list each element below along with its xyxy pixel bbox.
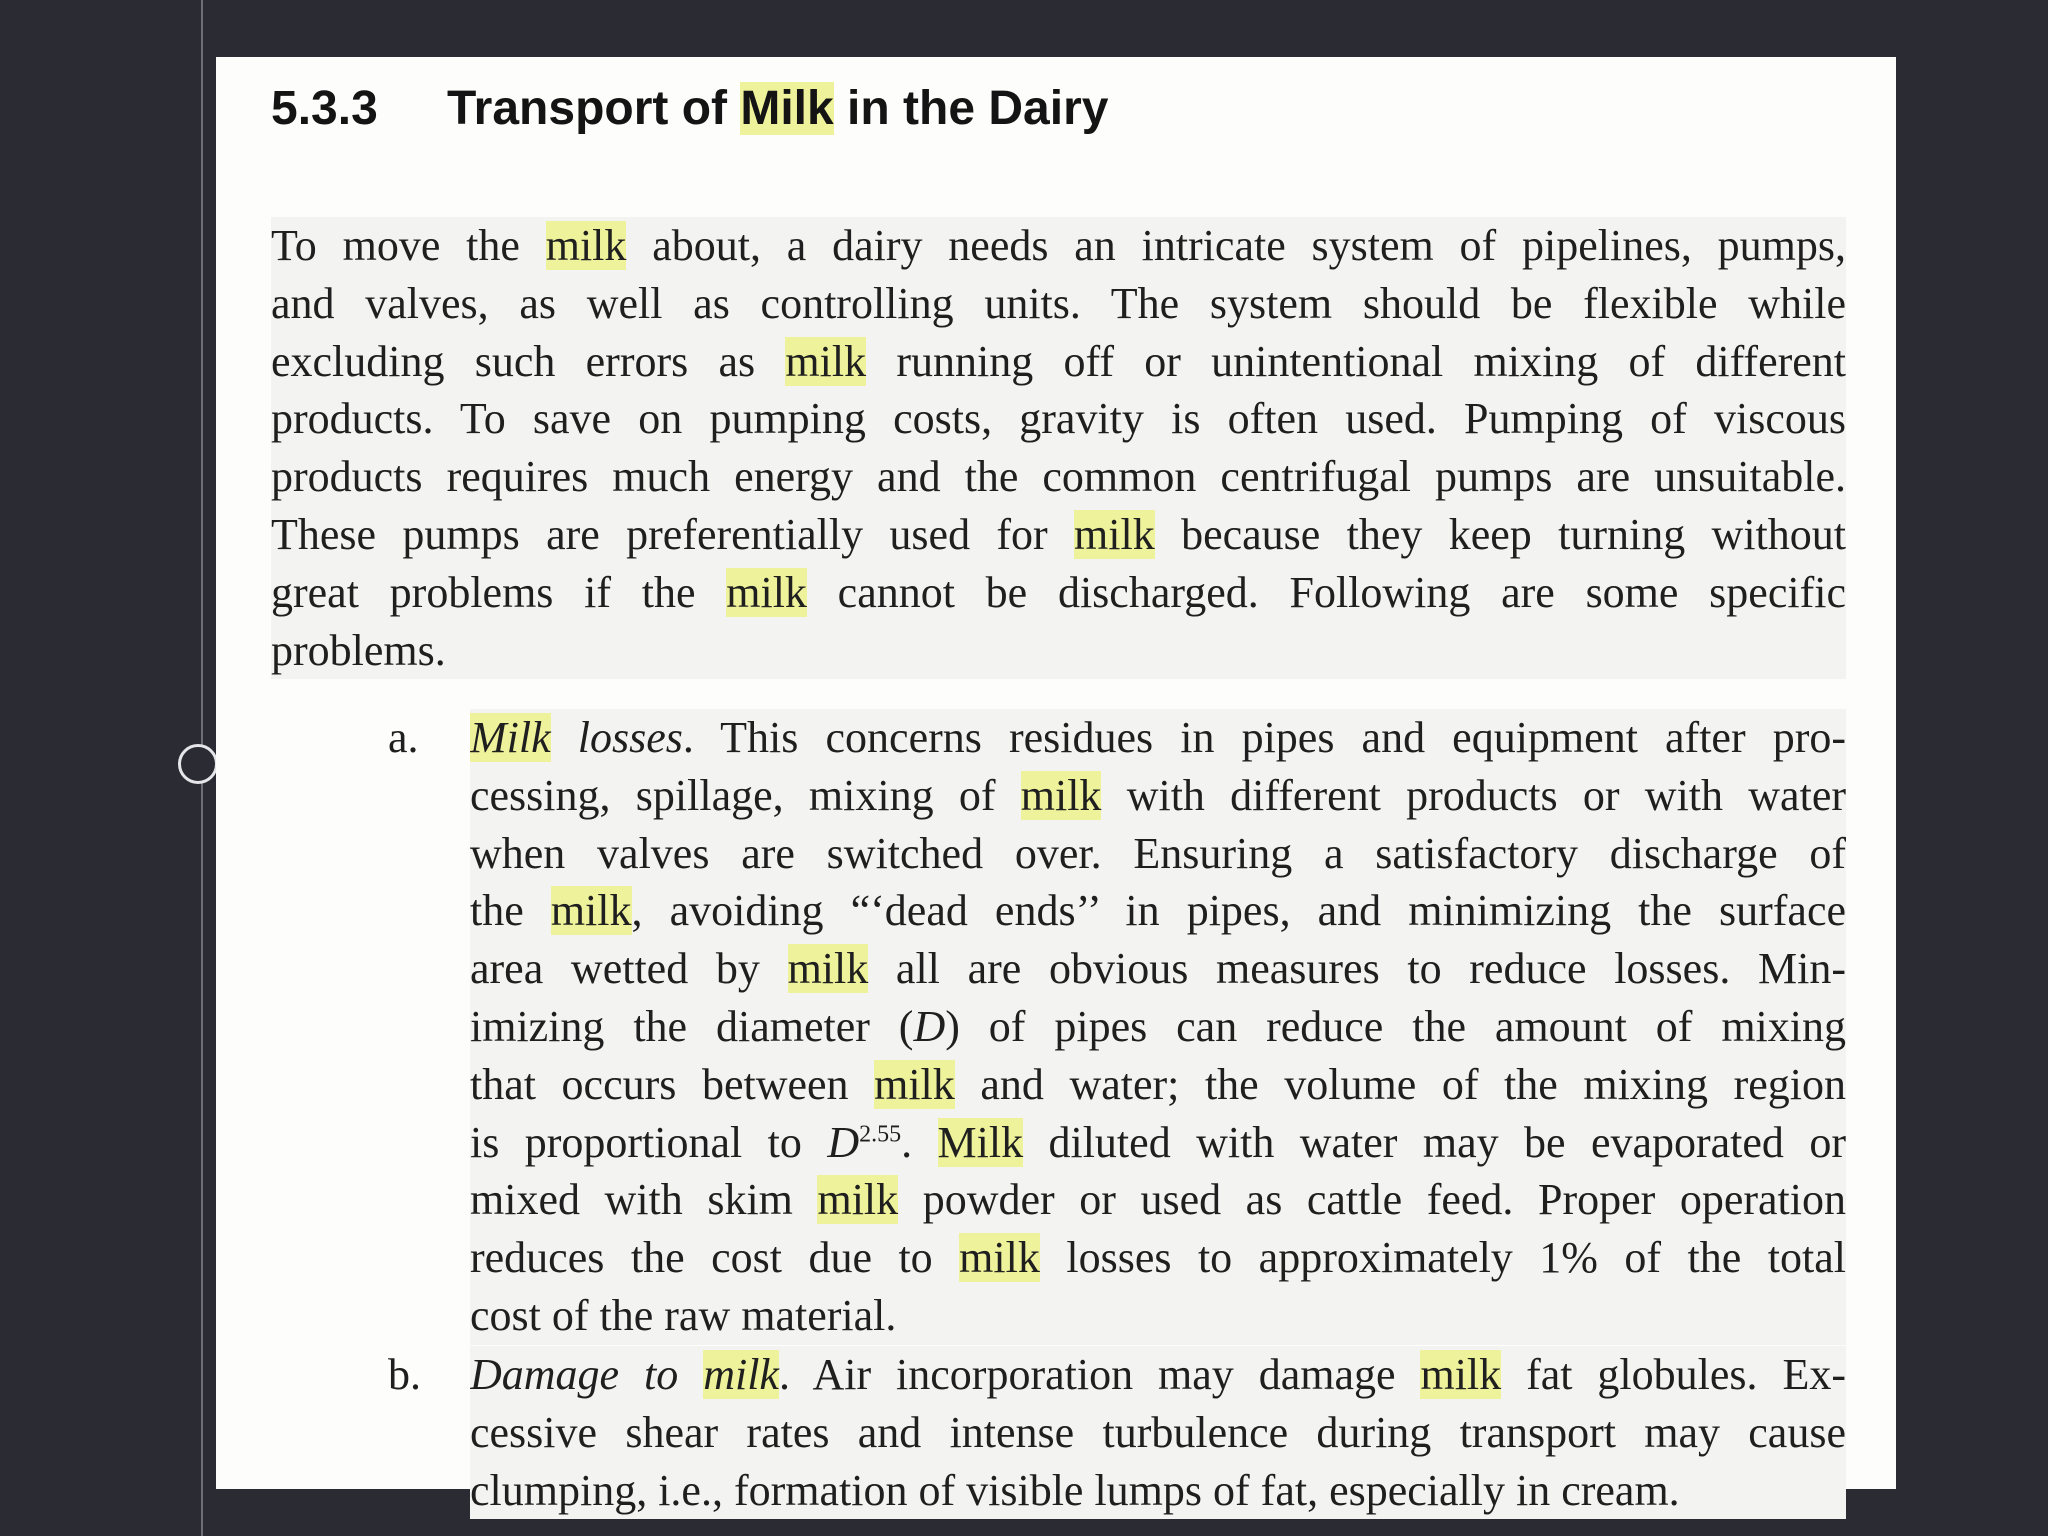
text-run: is proportional to	[470, 1117, 828, 1167]
text-run: that occurs between	[470, 1059, 875, 1109]
text-line	[271, 506, 1846, 564]
text-run: fat globules. Ex-	[1501, 1350, 1846, 1399]
section-title-after: in the Dairy	[833, 82, 1109, 135]
text-run: mixed with skim	[470, 1175, 818, 1225]
text-line	[271, 217, 1846, 275]
section-number: 5.3.3	[271, 82, 378, 135]
list-marker-a: a.	[388, 713, 419, 762]
text-run: running off or unintentional mixing of different	[866, 336, 1846, 386]
text-line	[470, 1462, 1846, 1520]
text-run: . This concerns residues in pipes and equipment after pro-	[682, 713, 1846, 762]
text-run: all are obvious measures to reduce losses. Min-	[868, 944, 1846, 994]
highlighted-term: milk	[874, 1059, 955, 1109]
text-run: cessing, spillage, mixing of	[470, 770, 1021, 820]
text-line	[271, 390, 1846, 448]
text-line	[470, 825, 1846, 883]
intro-paragraph	[271, 217, 1846, 679]
text-line	[271, 333, 1846, 391]
section-heading	[271, 69, 1108, 149]
highlighted-term: milk	[1074, 509, 1155, 559]
text-line	[470, 940, 1846, 998]
text-line	[470, 709, 1846, 767]
italic-text: D	[913, 1001, 946, 1051]
highlighted-term: milk	[545, 221, 627, 270]
text-run: To move the	[271, 221, 546, 270]
section-title-highlight: Milk	[740, 82, 834, 135]
text-run: powder or used as cattle feed. Proper operation	[898, 1175, 1846, 1225]
text-line	[470, 1287, 1846, 1345]
text-line	[470, 1346, 1846, 1404]
text-run: losses to approximately 1% of the total	[1039, 1233, 1846, 1283]
text-run: diluted with water may be evaporated or	[1023, 1117, 1846, 1167]
list-marker-b: b.	[388, 1350, 421, 1399]
text-line	[470, 1404, 1846, 1462]
text-line	[271, 564, 1846, 622]
text-run: , avoiding “‘dead ends’’ in pipes, and minimizing the surface	[631, 886, 1846, 936]
text-run: . Air incorporation may damage	[778, 1350, 1421, 1399]
highlighted-term: milk	[550, 886, 632, 936]
text-line	[470, 1114, 1846, 1172]
text-line	[470, 998, 1846, 1056]
highlighted-term: Milk	[937, 1117, 1024, 1167]
highlighted-term: milk	[787, 944, 869, 994]
text-line	[470, 882, 1846, 940]
superscript: 2.55	[859, 1120, 902, 1147]
text-run: about, a dairy needs an intricate system of pipelines, pumps,	[626, 221, 1846, 270]
highlighted-term: milk	[703, 1350, 779, 1399]
highlighted-term: milk	[959, 1233, 1040, 1283]
italic-text: Damage to	[470, 1350, 704, 1399]
text-run: when valves are switched over. Ensuring a satisfactory discharge of	[470, 828, 1846, 878]
text-run: imizing the diameter (	[470, 1001, 914, 1051]
list-item-milk-losses	[470, 709, 1846, 1345]
text-run: because they keep turning without	[1154, 509, 1846, 559]
text-run: .	[901, 1117, 938, 1167]
text-run: reduces the cost due to	[470, 1233, 960, 1283]
text-line	[271, 448, 1846, 506]
text-line	[271, 275, 1846, 333]
text-run: cannot be discharged. Following are some specific	[806, 567, 1846, 617]
highlighted-term: milk	[726, 567, 807, 617]
italic-text: D	[827, 1117, 860, 1167]
text-run: problems.	[271, 625, 446, 675]
list-item-damage-to-milk	[470, 1346, 1846, 1519]
text-run: products requires much energy and the common centrifugal pumps are unsuitable.	[271, 452, 1846, 502]
italic-text: losses	[550, 713, 683, 762]
text-line	[271, 622, 1846, 680]
document-page	[216, 57, 1896, 1515]
text-run: clumping, i.e., formation of visible lumps of fat, especially in cream.	[470, 1465, 1680, 1515]
text-run: cessive shear rates and intense turbulence during transport may cause	[470, 1407, 1846, 1457]
sidebar-resize-handle[interactable]	[178, 744, 218, 784]
text-line	[470, 767, 1846, 825]
section-title-before: Transport of	[447, 82, 741, 135]
text-run: ) of pipes can reduce the amount of mixing	[945, 1001, 1846, 1051]
text-run: the	[470, 886, 551, 936]
text-run: and water; the volume of the mixing region	[954, 1059, 1846, 1109]
text-run: with different products or with water	[1101, 770, 1846, 820]
text-run: excluding such errors as	[271, 336, 786, 386]
text-run: great problems if the	[271, 567, 727, 617]
highlighted-term: milk	[817, 1175, 899, 1225]
text-run: These pumps are preferentially used for	[271, 509, 1075, 559]
highlighted-term: milk	[1020, 770, 1102, 820]
highlighted-term: milk	[1420, 1350, 1502, 1399]
text-run: products. To save on pumping costs, gravity is often used. Pumping of viscous	[271, 394, 1846, 444]
text-run: and valves, as well as controlling units. The system should be flexible while	[271, 278, 1846, 328]
text-run: area wetted by	[470, 944, 788, 994]
text-line	[470, 1056, 1846, 1114]
text-line	[470, 1229, 1846, 1287]
highlighted-term: Milk	[470, 713, 551, 762]
highlighted-term: milk	[785, 336, 867, 386]
text-line	[470, 1171, 1846, 1229]
text-run: cost of the raw material.	[470, 1290, 897, 1340]
